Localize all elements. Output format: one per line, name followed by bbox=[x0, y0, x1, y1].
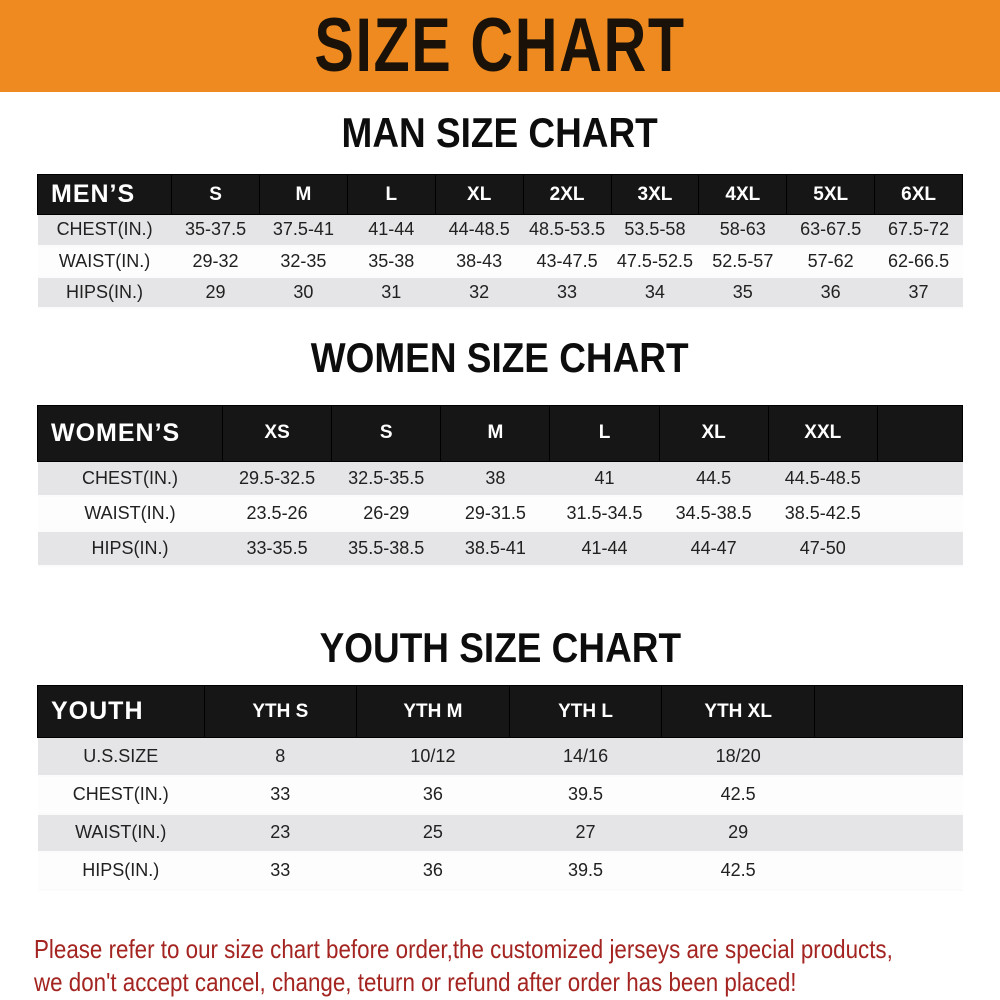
row-label: CHEST(IN.) bbox=[72, 784, 169, 804]
table-row bbox=[38, 461, 963, 496]
spacer-cell bbox=[877, 405, 962, 461]
table-cell: 33-35.5 bbox=[246, 538, 308, 558]
column-header: L bbox=[347, 175, 435, 215]
table-row bbox=[38, 738, 963, 776]
table-cell: 42.5 bbox=[720, 860, 756, 880]
table-cell: 47-50 bbox=[799, 538, 846, 558]
column-header: XS bbox=[223, 405, 332, 461]
table-cell: 44.5 bbox=[696, 467, 732, 488]
table-row bbox=[38, 814, 963, 852]
row-label: WAIST(IN.) bbox=[75, 822, 167, 842]
table-row bbox=[38, 531, 963, 566]
table-cell: 44-48.5 bbox=[448, 219, 510, 240]
table-cell: 34.5-38.5 bbox=[675, 503, 752, 523]
table-cell: 67.5-72 bbox=[888, 219, 950, 240]
table-cell: 35-38 bbox=[368, 250, 415, 271]
row-label: WAIST(IN.) bbox=[58, 250, 151, 271]
column-header: YTH XL bbox=[662, 686, 815, 738]
table-cell: 57-62 bbox=[807, 250, 854, 271]
table-cell: 41-44 bbox=[368, 219, 415, 240]
table-cell: 53.5-58 bbox=[624, 219, 686, 240]
column-header: L bbox=[550, 405, 659, 461]
table-cell: 27 bbox=[575, 822, 596, 842]
men-section-title bbox=[0, 109, 1000, 156]
youth-size-table-container bbox=[0, 685, 1000, 891]
column-header: M bbox=[441, 405, 550, 461]
row-label: U.S.SIZE bbox=[83, 745, 159, 766]
column-header: XL bbox=[435, 175, 523, 215]
disclaimer-line-2: we don't accept cancel, change, teturn or refund after order has been placed! bbox=[34, 966, 797, 997]
table-cell: 36 bbox=[422, 860, 443, 880]
table-cell: 23 bbox=[270, 822, 291, 842]
column-header: XL bbox=[659, 405, 768, 461]
youth-section-title-text: YOUTH SIZE CHART bbox=[319, 624, 681, 671]
table-cell: 62-66.5 bbox=[888, 250, 950, 271]
column-header: XXL bbox=[768, 405, 877, 461]
table-cell: 14/16 bbox=[563, 745, 609, 766]
spacer-cell bbox=[815, 738, 963, 776]
table-corner-label: WOMEN’S bbox=[38, 405, 223, 461]
table-cell: 18/20 bbox=[715, 745, 761, 766]
spacer-cell bbox=[815, 686, 963, 738]
table-cell: 48.5-53.5 bbox=[529, 219, 606, 240]
table-cell: 37.5-41 bbox=[272, 219, 334, 240]
column-header: YTH L bbox=[509, 686, 662, 738]
table-cell: 43-47.5 bbox=[536, 250, 598, 271]
column-header: S bbox=[172, 175, 260, 215]
table-cell: 29-31.5 bbox=[464, 503, 526, 523]
table-row bbox=[38, 496, 963, 531]
table-row bbox=[38, 277, 963, 308]
table-cell: 37 bbox=[908, 281, 929, 302]
table-row bbox=[38, 246, 963, 277]
youth-section-title bbox=[0, 624, 1000, 671]
column-header: S bbox=[332, 405, 441, 461]
table-header-row bbox=[38, 686, 963, 738]
men-section-title-text: MAN SIZE CHART bbox=[341, 109, 659, 156]
table-cell: 29 bbox=[205, 281, 226, 302]
spacer-cell bbox=[815, 776, 963, 814]
table-cell: 33 bbox=[270, 860, 291, 880]
table-cell: 44.5-48.5 bbox=[784, 467, 861, 488]
table-cell: 35 bbox=[732, 281, 753, 302]
table-cell: 52.5-57 bbox=[712, 250, 774, 271]
table-cell: 44-47 bbox=[690, 538, 737, 558]
table-cell: 35-37.5 bbox=[185, 219, 247, 240]
table-corner-label: MEN’S bbox=[38, 175, 172, 215]
table-cell: 39.5 bbox=[568, 860, 604, 880]
table-corner-label: YOUTH bbox=[38, 686, 205, 738]
row-label: HIPS(IN.) bbox=[66, 281, 144, 302]
row-label: CHEST(IN.) bbox=[56, 219, 153, 240]
table-cell: 25 bbox=[422, 822, 443, 842]
spacer-cell bbox=[815, 852, 963, 890]
table-cell: 23.5-26 bbox=[246, 503, 308, 523]
women-section-title bbox=[0, 333, 1000, 381]
table-cell: 38.5-42.5 bbox=[784, 503, 861, 523]
youth-size-table bbox=[37, 685, 963, 891]
column-header: 3XL bbox=[611, 175, 699, 215]
table-cell: 63-67.5 bbox=[800, 219, 862, 240]
table-cell: 10/12 bbox=[410, 745, 456, 766]
row-label: HIPS(IN.) bbox=[91, 538, 169, 558]
table-cell: 39.5 bbox=[568, 784, 604, 804]
men-size-table bbox=[37, 174, 963, 309]
table-cell: 31.5-34.5 bbox=[566, 503, 643, 523]
table-cell: 26-29 bbox=[363, 503, 410, 523]
spacer-cell bbox=[877, 496, 962, 531]
table-cell: 42.5 bbox=[720, 784, 756, 804]
table-row bbox=[38, 215, 963, 246]
spacer-cell bbox=[877, 531, 962, 566]
table-cell: 38.5-41 bbox=[464, 538, 526, 558]
table-cell: 29-32 bbox=[192, 250, 239, 271]
table-cell: 34 bbox=[644, 281, 665, 302]
table-row bbox=[38, 852, 963, 890]
table-row bbox=[38, 776, 963, 814]
order-disclaimer bbox=[0, 933, 1000, 999]
spacer-cell bbox=[877, 461, 962, 496]
table-cell: 38 bbox=[485, 467, 506, 488]
table-cell: 36 bbox=[820, 281, 841, 302]
table-cell: 38-43 bbox=[456, 250, 503, 271]
banner-title: SIZE CHART bbox=[314, 3, 686, 88]
table-cell: 36 bbox=[422, 784, 443, 804]
women-size-table bbox=[37, 405, 963, 568]
size-chart-banner bbox=[0, 0, 1000, 92]
column-header: YTH M bbox=[357, 686, 510, 738]
women-size-table-container bbox=[0, 405, 1000, 568]
table-cell: 29.5-32.5 bbox=[239, 467, 316, 488]
table-cell: 58-63 bbox=[719, 219, 766, 240]
row-label: CHEST(IN.) bbox=[82, 467, 178, 488]
youth-section bbox=[0, 624, 1000, 891]
table-cell: 41-44 bbox=[581, 538, 628, 558]
table-header-row bbox=[38, 175, 963, 215]
table-cell: 8 bbox=[275, 745, 286, 766]
table-cell: 33 bbox=[557, 281, 578, 302]
table-cell: 32-35 bbox=[280, 250, 327, 271]
table-cell: 32 bbox=[469, 281, 490, 302]
table-cell: 31 bbox=[381, 281, 402, 302]
disclaimer-line-1: Please refer to our size chart before order,the customized jerseys are special products, bbox=[34, 933, 893, 964]
column-header: 2XL bbox=[523, 175, 611, 215]
table-cell: 32.5-35.5 bbox=[348, 467, 425, 488]
row-label: HIPS(IN.) bbox=[82, 860, 160, 880]
men-size-table-container bbox=[0, 174, 1000, 309]
column-header: 5XL bbox=[787, 175, 875, 215]
row-label: WAIST(IN.) bbox=[84, 503, 176, 523]
table-cell: 33 bbox=[270, 784, 291, 804]
column-header: 4XL bbox=[699, 175, 787, 215]
table-cell: 30 bbox=[293, 281, 314, 302]
men-section bbox=[0, 109, 1000, 309]
table-cell: 35.5-38.5 bbox=[348, 538, 425, 558]
table-cell: 29 bbox=[728, 822, 749, 842]
women-section bbox=[0, 333, 1000, 568]
table-cell: 47.5-52.5 bbox=[616, 250, 693, 271]
column-header: M bbox=[260, 175, 348, 215]
table-header-row bbox=[38, 405, 963, 461]
spacer-cell bbox=[815, 814, 963, 852]
table-cell: 41 bbox=[594, 467, 615, 488]
column-header: YTH S bbox=[204, 686, 357, 738]
column-header: 6XL bbox=[875, 175, 963, 215]
women-section-title-text: WOMEN SIZE CHART bbox=[311, 333, 689, 381]
